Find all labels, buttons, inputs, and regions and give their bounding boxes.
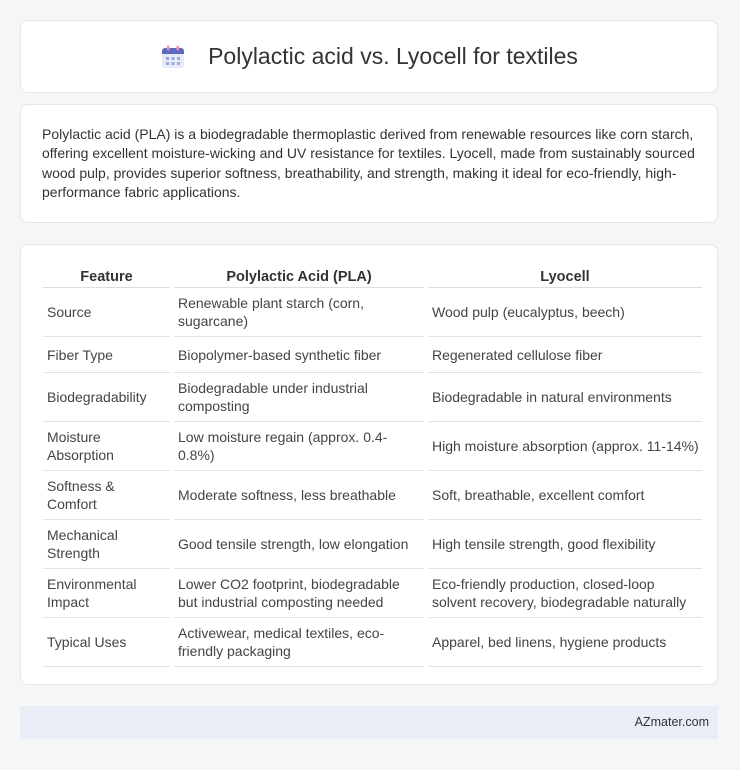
page-title: Polylactic acid vs. Lyocell for textiles bbox=[208, 43, 578, 69]
feature-cell: Environmental Impact bbox=[43, 569, 170, 618]
pla-cell: Low moisture regain (approx. 0.4-0.8%) bbox=[174, 422, 424, 471]
calendar-grid-icon bbox=[160, 44, 186, 70]
table-row bbox=[43, 337, 702, 373]
table-row bbox=[43, 373, 702, 422]
pla-cell: Biodegradable under industrial composting bbox=[174, 373, 424, 422]
header-lyocell: Lyocell bbox=[428, 265, 702, 288]
lyocell-cell: Eco-friendly production, closed-loop solvent recovery, biodegradable naturally bbox=[428, 569, 702, 618]
table-row bbox=[43, 288, 702, 337]
pla-cell: Renewable plant starch (corn, sugarcane) bbox=[174, 288, 424, 337]
footer-bar bbox=[20, 706, 718, 739]
pla-cell: Lower CO2 footprint, biodegradable but industrial composting needed bbox=[174, 569, 424, 618]
lyocell-cell: Apparel, bed linens, hygiene products bbox=[428, 618, 702, 667]
comparison-card bbox=[20, 244, 718, 685]
header-pla: Polylactic Acid (PLA) bbox=[174, 265, 424, 288]
lyocell-cell: High moisture absorption (approx. 11-14%) bbox=[428, 422, 702, 471]
table-row bbox=[43, 520, 702, 569]
feature-cell: Typical Uses bbox=[43, 618, 170, 667]
feature-cell: Biodegradability bbox=[43, 373, 170, 422]
intro-paragraph: Polylactic acid (PLA) is a biodegradable thermoplastic derived from renewable resources like corn starch, offering excellent moisture-wicking and UV resistance for textiles. Lyocell, made from sustainably sourced wood pulp, provides superior softness, breathability, and strength, making it ideal for eco-friendly, high-performance fabric applications. bbox=[42, 126, 695, 201]
pla-cell: Good tensile strength, low elongation bbox=[174, 520, 424, 569]
table-row bbox=[43, 618, 702, 667]
footer-brand[interactable]: AZmater.com bbox=[634, 715, 709, 729]
header-feature: Feature bbox=[43, 265, 170, 288]
pla-cell: Biopolymer-based synthetic fiber bbox=[174, 337, 424, 373]
title-card bbox=[20, 20, 718, 93]
lyocell-cell: Wood pulp (eucalyptus, beech) bbox=[428, 288, 702, 337]
pla-cell: Moderate softness, less breathable bbox=[174, 471, 424, 520]
table-header-row bbox=[43, 265, 702, 288]
feature-cell: Mechanical Strength bbox=[43, 520, 170, 569]
comparison-table bbox=[39, 265, 706, 667]
intro-card bbox=[20, 104, 718, 223]
table-row bbox=[43, 569, 702, 618]
feature-cell: Moisture Absorption bbox=[43, 422, 170, 471]
feature-cell: Softness & Comfort bbox=[43, 471, 170, 520]
table-row bbox=[43, 422, 702, 471]
feature-cell: Fiber Type bbox=[43, 337, 170, 373]
lyocell-cell: High tensile strength, good flexibility bbox=[428, 520, 702, 569]
lyocell-cell: Regenerated cellulose fiber bbox=[428, 337, 702, 373]
lyocell-cell: Soft, breathable, excellent comfort bbox=[428, 471, 702, 520]
table-row bbox=[43, 471, 702, 520]
lyocell-cell: Biodegradable in natural environments bbox=[428, 373, 702, 422]
pla-cell: Activewear, medical textiles, eco-friendly packaging bbox=[174, 618, 424, 667]
feature-cell: Source bbox=[43, 288, 170, 337]
